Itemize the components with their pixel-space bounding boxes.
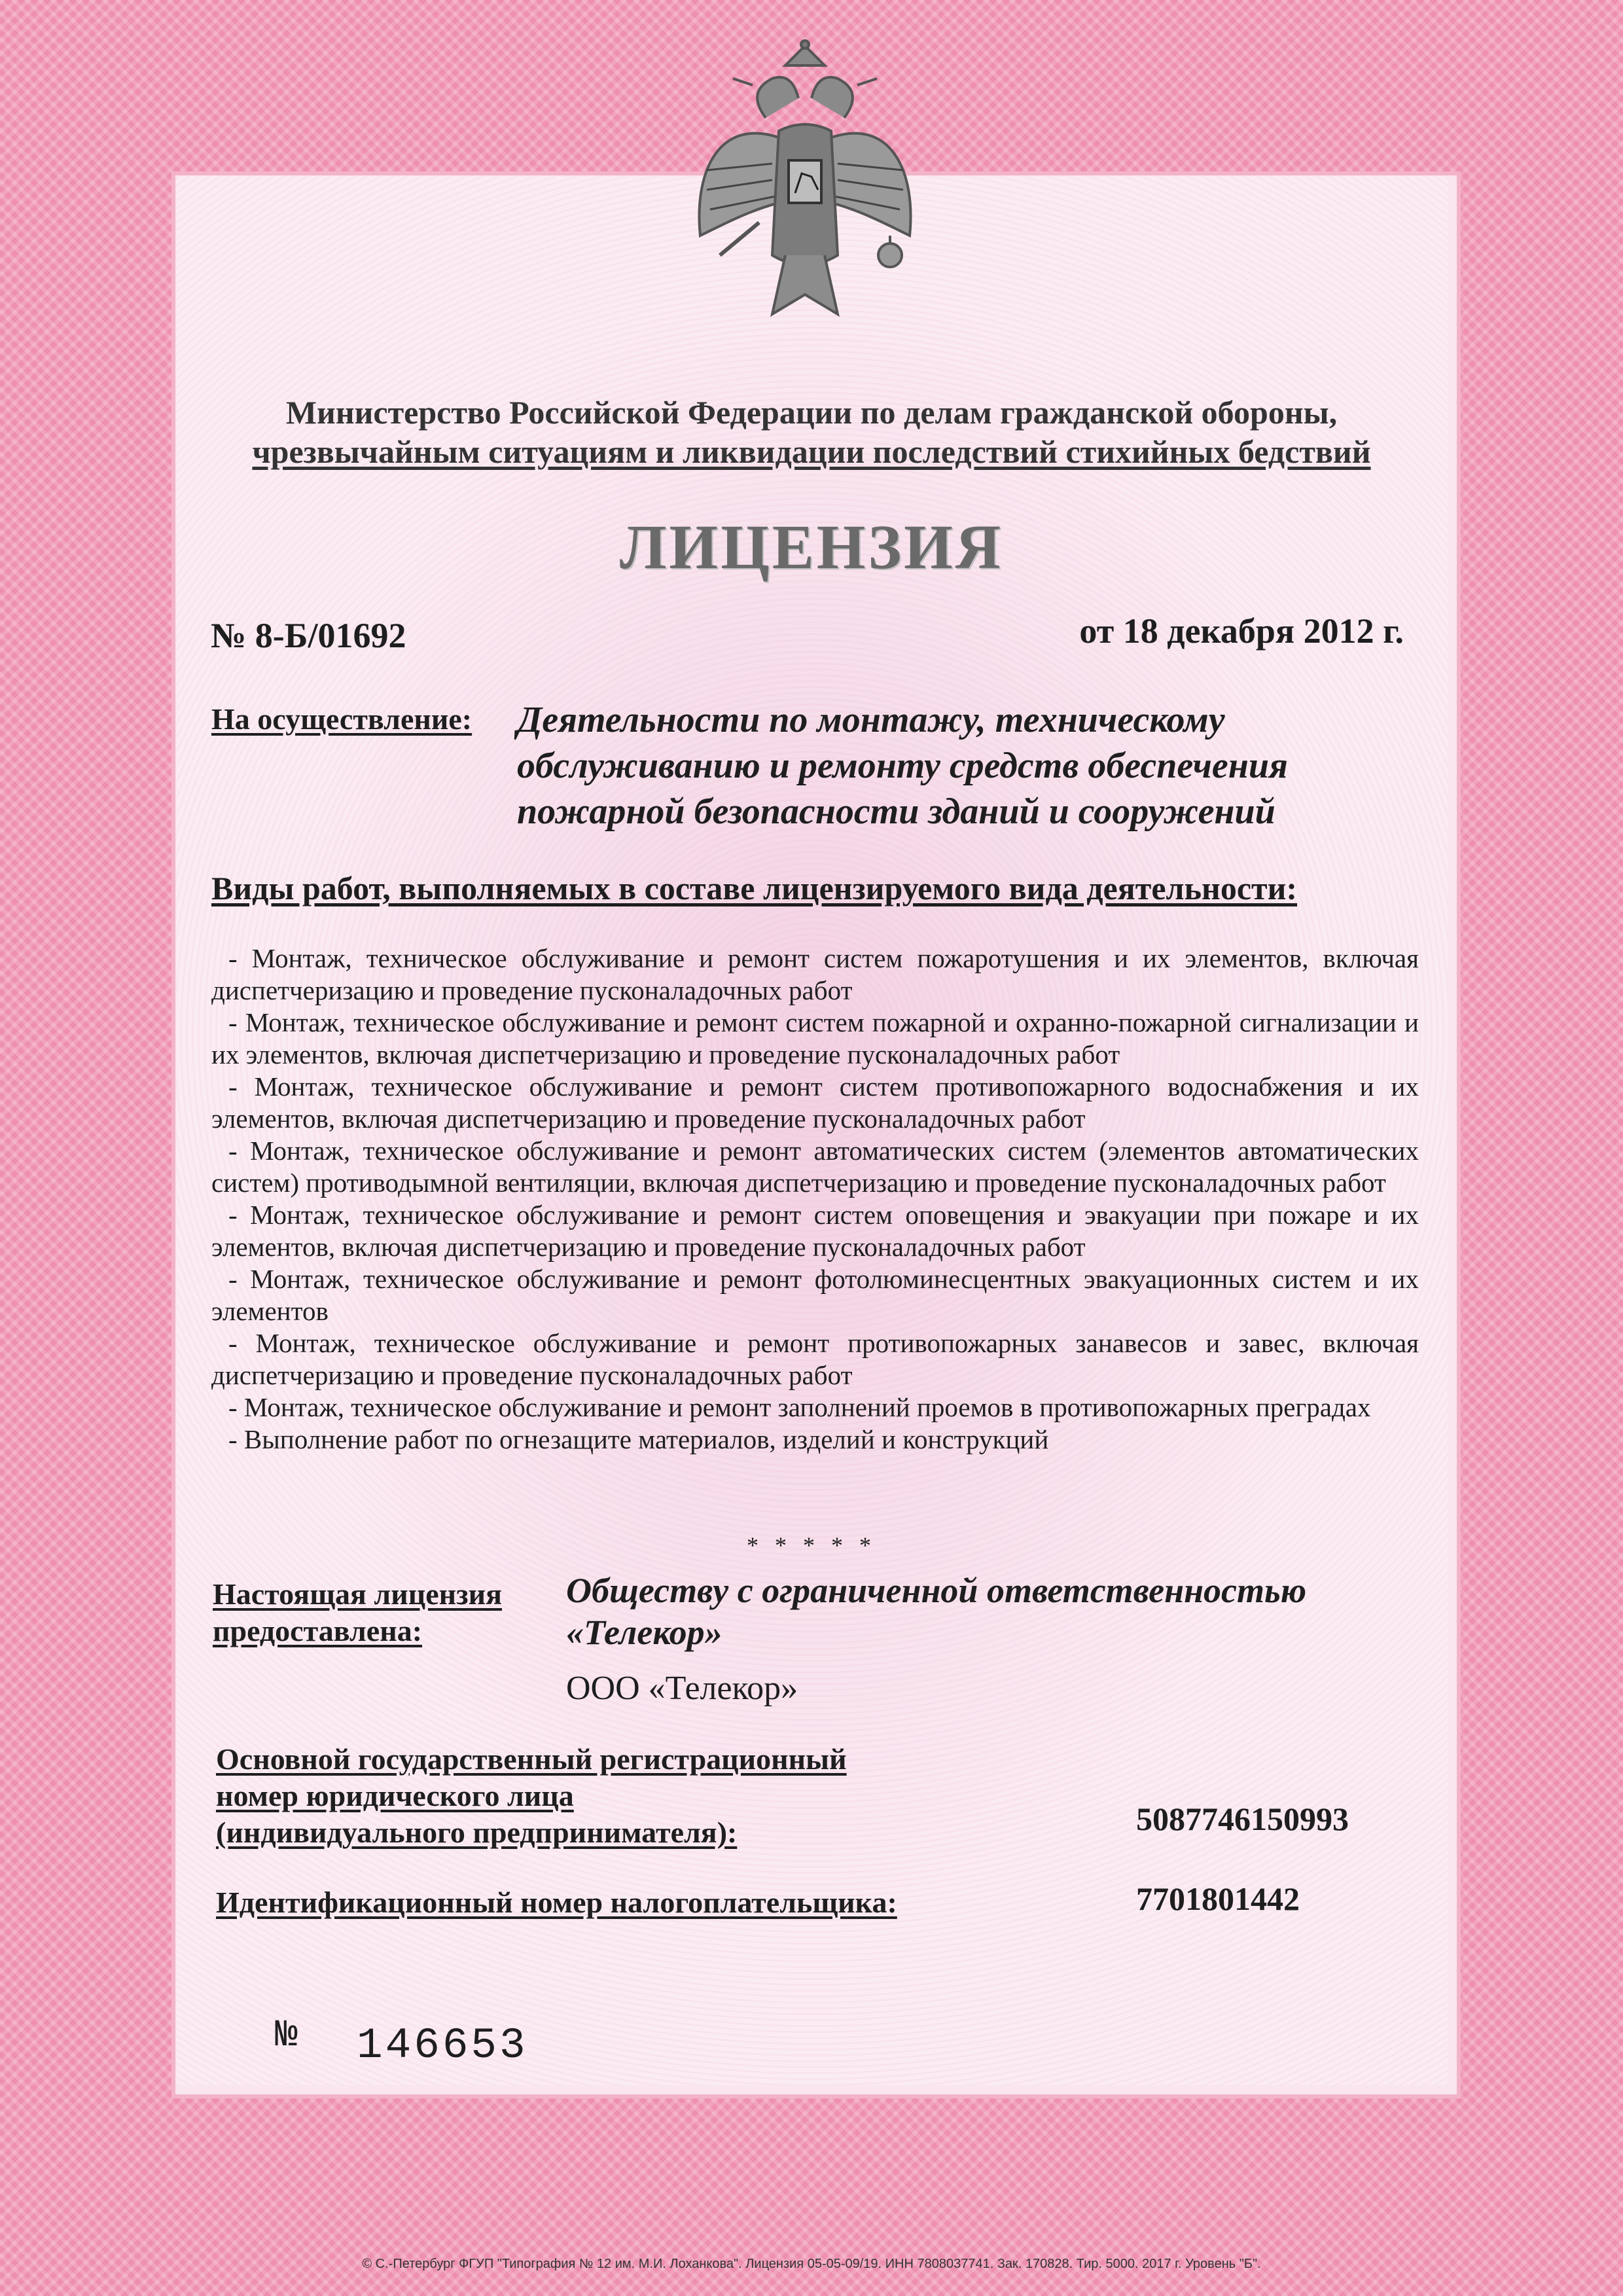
grantee-label <box>213 1576 502 1649</box>
activity-label: На осуществление: <box>211 702 473 736</box>
ogrn-label-line3: (индивидуального предпринимателя): <box>216 1816 738 1849</box>
license-number: № 8-Б/01692 <box>211 616 406 655</box>
coat-of-arms-icon <box>681 39 929 347</box>
activity-line1: Деятельности по монтажу, техническому <box>517 700 1225 740</box>
section-separator: * * * * * <box>747 1532 876 1558</box>
activity-line3: пожарной безопасности зданий и сооружений <box>517 791 1275 832</box>
ogrn-label-line1: Основной государственный регистрационный <box>216 1742 847 1776</box>
inn-label: Идентификационный номер налогоплательщика: <box>216 1886 897 1919</box>
grantee-short-name: ООО «Телекор» <box>566 1670 798 1707</box>
issuing-authority <box>216 393 1407 471</box>
works-item: - Монтаж, техническое обслуживание и ремонт систем пожарной и охранно-пожарной сигнализации и их элементов, включая диспетчеризацию и проведение пусконаладочных работ <box>211 1007 1419 1069</box>
works-item: - Монтаж, техническое обслуживание и ремонт заполнений проемов в противопожарных преградах <box>228 1392 1371 1422</box>
works-title: Виды работ, выполняемых в составе лицензируемого вида деятельности: <box>211 870 1298 906</box>
grantee-label-line1: Настоящая лицензия <box>213 1577 503 1611</box>
ogrn-label-line2: номер юридического лица <box>216 1779 574 1812</box>
form-serial-number: 146653 <box>357 2021 528 2070</box>
issuing-authority-line1: Министерство Российской Федерации по делам гражданской обороны, <box>285 394 1338 431</box>
works-item: - Монтаж, техническое обслуживание и ремонт фотолюминесцентных эвакуационных систем и их элементов <box>211 1264 1419 1326</box>
grantee-label-line2: предоставлена: <box>213 1614 423 1647</box>
document-title: ЛИЦЕНЗИЯ <box>619 512 1004 582</box>
activity-line2: обслуживанию и ремонту средств обеспечения <box>517 745 1288 786</box>
works-list <box>211 942 1419 1456</box>
inn-value: 7701801442 <box>1136 1880 1300 1917</box>
works-item: - Монтаж, техническое обслуживание и ремонт противопожарных занавесов и завес, включая диспетчеризацию и проведение пусконаладочных работ <box>211 1328 1419 1390</box>
ogrn-value: 5087746150993 <box>1136 1801 1349 1837</box>
printer-imprint: © С.-Петербург ФГУП "Типография № 12 им. М.И. Лоханкова". Лицензия 05-05-09/19. ИНН 7808037741. Зак. 170828. Тир. 5000. 2017 г. Уровень "Б". <box>362 2257 1261 2271</box>
works-item: - Монтаж, техническое обслуживание и ремонт систем противопожарного водоснабжения и их элементов, включая диспетчеризацию и проведение пусконаладочных работ <box>211 1071 1419 1134</box>
license-date: от 18 декабря 2012 г. <box>1079 611 1404 651</box>
ogrn-label <box>216 1741 847 1851</box>
grantee-name-line1: Обществу с ограниченной ответственностью <box>566 1571 1307 1610</box>
works-item: - Выполнение работ по огнезащите материалов, изделий и конструкций <box>228 1424 1049 1454</box>
issuing-authority-line2: чрезвычайным ситуациям и ликвидации последствий стихийных бедствий <box>252 433 1371 470</box>
grantee-name-line2: «Телекор» <box>566 1613 722 1652</box>
works-item: - Монтаж, техническое обслуживание и ремонт систем оповещения и эвакуации при пожаре и их элементов, включая диспетчеризацию и проведение пусконаладочных работ <box>211 1200 1419 1262</box>
form-serial-sign: № <box>275 2015 298 2057</box>
works-item: - Монтаж, техническое обслуживание и ремонт автоматических систем (элементов автоматических систем) противодымной вентиляции, включая диспетчеризацию и проведение пусконаладочных работ <box>211 1136 1419 1198</box>
works-item: - Монтаж, техническое обслуживание и ремонт систем пожаротушения и их элементов, включая диспетчеризацию и проведение пусконаладочных работ <box>211 943 1419 1005</box>
grantee-name <box>566 1570 1417 1653</box>
activity-description <box>517 697 1433 834</box>
